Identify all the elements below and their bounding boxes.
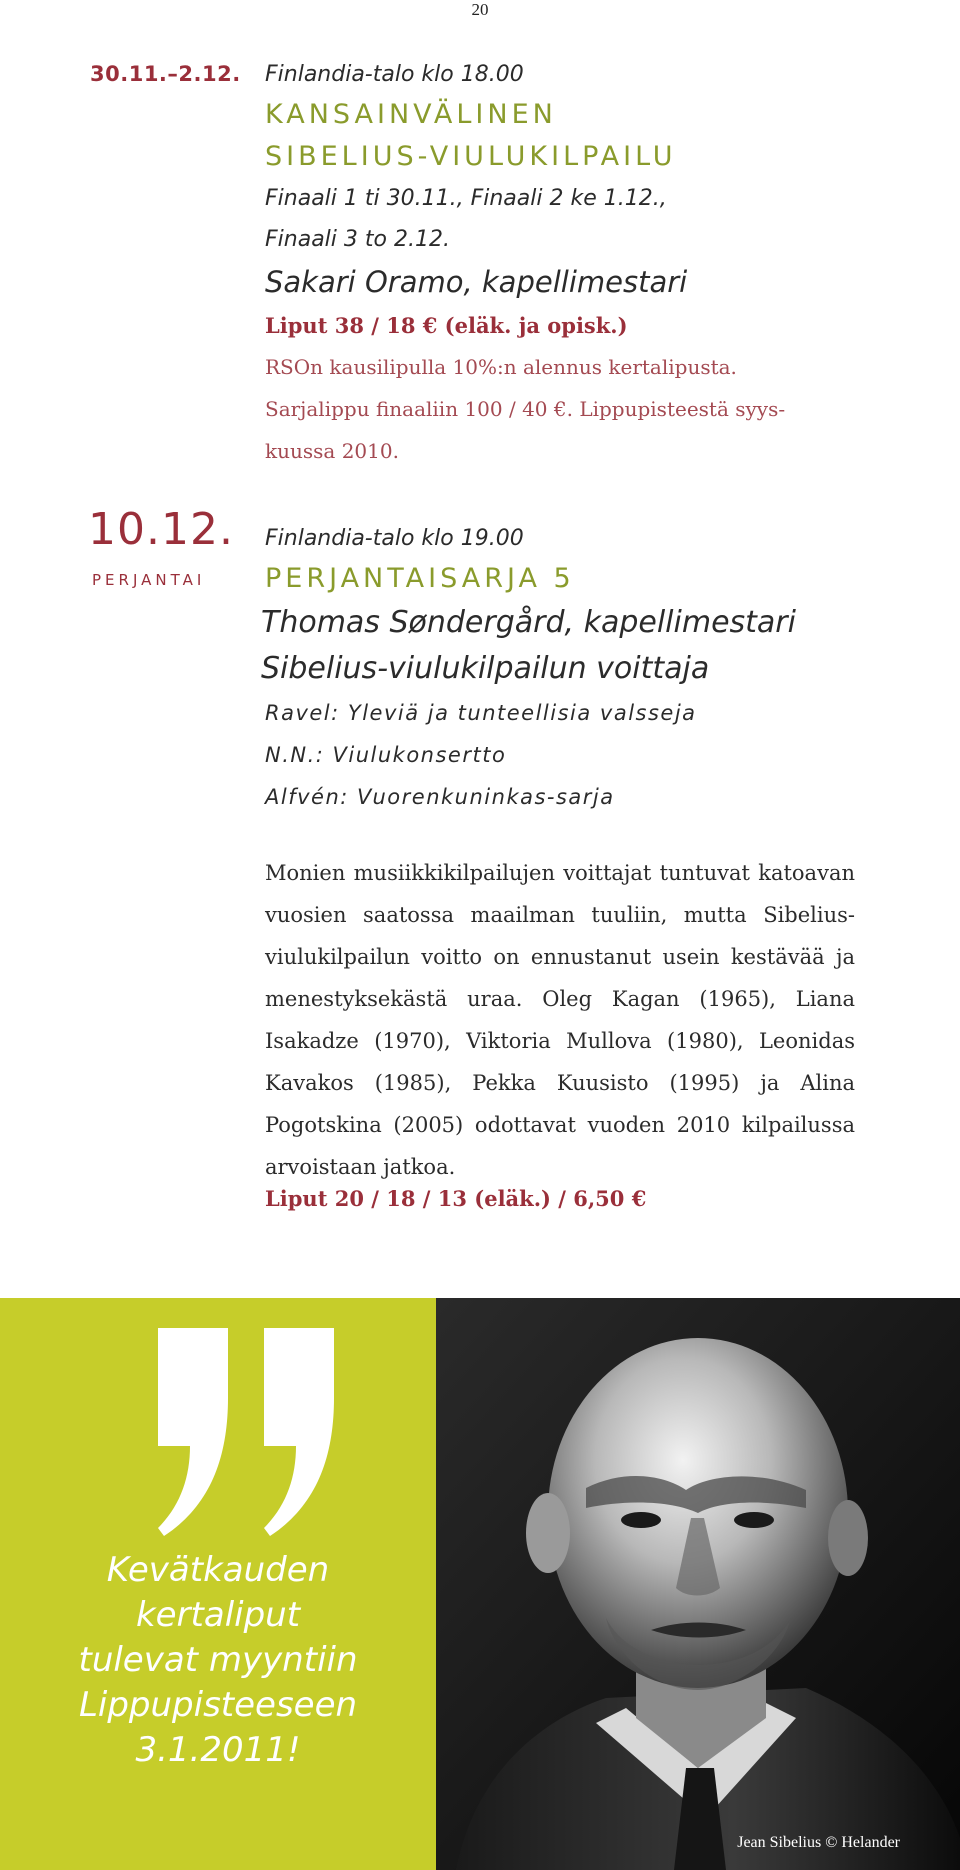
event1-finals-line2: Finaali 3 to 2.12. xyxy=(265,227,450,252)
event1-discount-line3: kuussa 2010. xyxy=(265,439,399,463)
promo-line: tulevat myyntiin xyxy=(78,1640,358,1680)
event2-venue: Finlandia-talo klo 19.00 xyxy=(265,526,524,551)
event2-program-item: N.N.: Viulukonsertto xyxy=(265,743,507,767)
event2-performer-soloist: Sibelius-viulukilpailun voittaja xyxy=(261,651,710,686)
event2-program-item: Alfvén: Vuorenkuninkas-sarja xyxy=(265,785,615,809)
event1-series-line1: KANSAINVÄLINEN xyxy=(265,99,557,130)
promo-line: 3.1.2011! xyxy=(135,1730,301,1770)
page-number: 20 xyxy=(471,0,489,19)
event2-details xyxy=(261,520,885,818)
event1-discount-line2: Sarjalippu finaaliin 100 / 40 €. Lippupisteestä syys- xyxy=(265,397,786,421)
promo-line: Lippupisteeseen xyxy=(78,1685,358,1725)
event1-finals-line1: Finaali 1 ti 30.11., Finaali 2 ke 1.12., xyxy=(265,186,667,211)
event1-date: 30.11.–2.12. xyxy=(90,62,241,86)
event1-tickets: Liput 38 / 18 € (eläk. ja opisk.) xyxy=(265,313,628,338)
promo-line: kertaliput xyxy=(135,1595,301,1635)
event2-program-item: Ravel: Yleviä ja tunteellisia valsseja xyxy=(265,701,697,725)
event1-details xyxy=(265,56,885,472)
event1-discount-line1: RSOn kausilipulla 10%:n alennus kertalipusta. xyxy=(265,355,737,379)
event2-date: 10.12. xyxy=(88,504,234,555)
event2-description: Monien musiikkikilpailujen voittajat tuntuvat katoavan vuosien saatossa maailman tuuliin, mutta Sibelius-viulukilpailun voitto on ennustanut usein kestävää ja menestyksekästä uraa. Oleg Kagan (1965), Liana Isakadze (1970), Viktoria Mullova (1980), Leonidas Kavakos (1985), Pekka Kuusisto (1995) ja Alina Pogotskina (2005) odottavat vuoden 2010 kilpailussa arvoistaan jatkoa. xyxy=(265,861,855,1179)
promo-text xyxy=(0,1548,436,1773)
portrait-image xyxy=(436,1298,960,1870)
event1-series-line2: SIBELIUS-VIULUKILPAILU xyxy=(265,141,677,172)
event2-series: PERJANTAISARJA 5 xyxy=(265,563,575,594)
event1-venue: Finlandia-talo klo 18.00 xyxy=(265,62,524,87)
event2-weekday: PERJANTAI xyxy=(92,571,206,589)
photo-caption: Jean Sibelius © Helander xyxy=(737,1834,900,1851)
event2-tickets: Liput 20 / 18 / 13 (eläk.) / 6,50 € xyxy=(265,1186,647,1211)
event1-conductor: Sakari Oramo, kapellimestari xyxy=(265,265,688,299)
event2-performer-conductor: Thomas Søndergård, kapellimestari xyxy=(261,605,796,640)
promo-line: Kevätkauden xyxy=(106,1550,330,1590)
quote-marks-icon xyxy=(152,1328,352,1538)
sibelius-photo xyxy=(436,1298,960,1870)
